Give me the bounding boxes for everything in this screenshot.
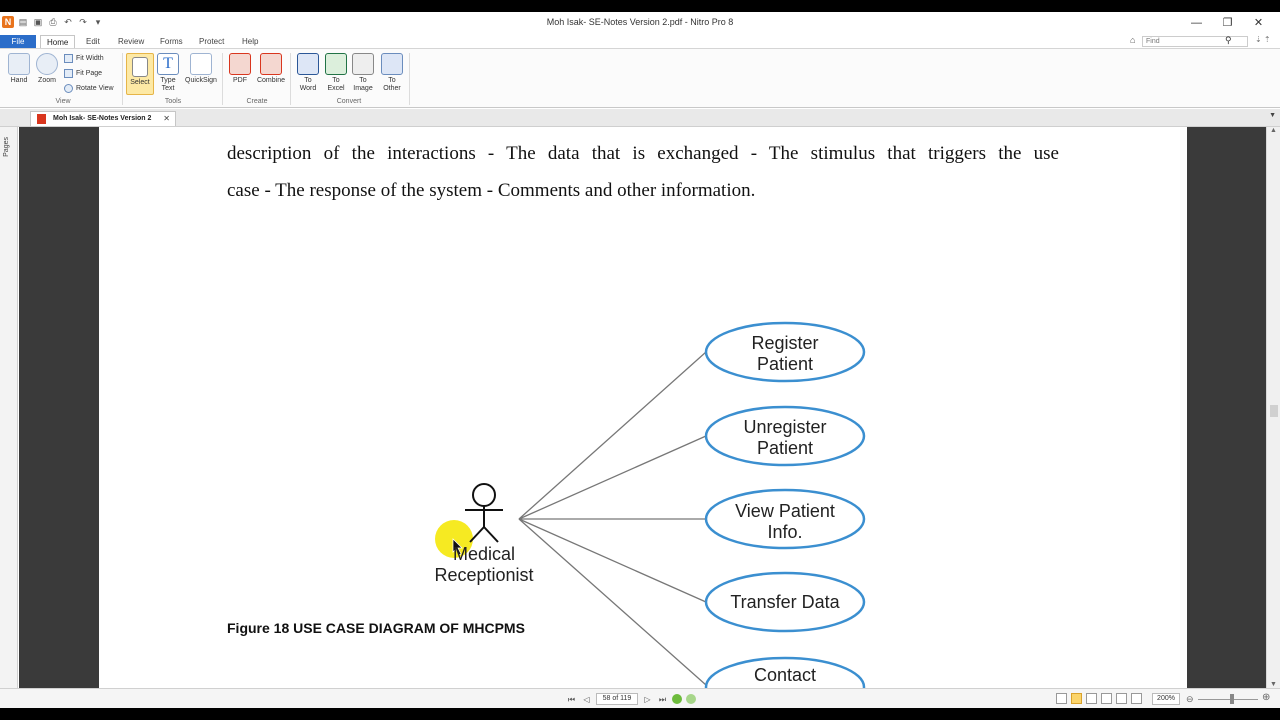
- body-text-line-2: case - The response of the system - Comments and other information.: [227, 180, 756, 201]
- type-text-icon: T: [157, 53, 179, 75]
- to-word-label: To Word: [299, 77, 317, 92]
- association-line: [519, 519, 706, 685]
- hand-button[interactable]: [8, 53, 30, 85]
- nitro-pro-window: [0, 12, 1280, 708]
- save-icon[interactable]: ▣: [33, 17, 43, 27]
- zoom-button[interactable]: [35, 53, 59, 85]
- tab-home[interactable]: Home: [40, 35, 75, 48]
- document-viewport[interactable]: [19, 127, 1266, 688]
- use-case-diagram: [99, 127, 1187, 688]
- zoom-in-icon[interactable]: ⊕: [1262, 692, 1271, 703]
- fit-view-icon[interactable]: [1116, 693, 1127, 704]
- minimize-icon[interactable]: —: [1191, 17, 1202, 29]
- association-line: [519, 352, 706, 519]
- last-page-icon[interactable]: ⏭: [658, 694, 667, 704]
- cursor-arrow-icon: [132, 57, 148, 77]
- fit-page-icon: [64, 69, 73, 78]
- tab-review[interactable]: Review: [118, 37, 145, 46]
- find-nav-arrows-icon[interactable]: ⇣ ⇡: [1255, 35, 1271, 44]
- to-image-button[interactable]: [351, 53, 375, 93]
- image-icon: [352, 53, 374, 75]
- document-tab-bar: [0, 109, 1280, 127]
- use-case-label: Transfer Data: [730, 592, 840, 612]
- page-layout-buttons: [1056, 693, 1142, 704]
- rotate-icon: [64, 84, 73, 93]
- zoom-icon: [36, 53, 58, 75]
- back-view-icon[interactable]: [672, 694, 682, 704]
- rotate-view-label: Rotate View: [76, 85, 114, 92]
- combine-icon: [260, 53, 282, 75]
- scroll-down-icon[interactable]: ▼: [1270, 681, 1277, 688]
- search-icon[interactable]: ⚲: [1225, 35, 1232, 45]
- continuous-view-icon[interactable]: [1071, 693, 1082, 704]
- use-case-contact-patient: [706, 658, 864, 688]
- combine-button[interactable]: [255, 53, 287, 85]
- facing-continuous-view-icon[interactable]: [1101, 693, 1112, 704]
- redo-icon[interactable]: ↷: [79, 17, 87, 27]
- first-page-icon[interactable]: ⏮: [567, 694, 576, 704]
- scroll-up-icon[interactable]: ▲: [1270, 127, 1277, 134]
- group-view-label: View: [55, 98, 71, 105]
- previous-page-icon[interactable]: ◁: [583, 694, 590, 704]
- pages-panel[interactable]: [0, 127, 18, 688]
- select-label: Select: [130, 79, 150, 86]
- pdf-file-icon: [37, 114, 46, 124]
- group-convert-label: Convert: [336, 98, 362, 105]
- use-case-label: Register: [751, 333, 819, 353]
- association-line: [519, 519, 706, 602]
- pdf-page: [99, 127, 1187, 688]
- fit-page-button[interactable]: [64, 69, 102, 78]
- association-line: [519, 436, 706, 519]
- use-case-transfer-data: [706, 573, 864, 631]
- use-case-unregister-patient: [706, 407, 864, 465]
- facing-view-icon[interactable]: [1086, 693, 1097, 704]
- select-button[interactable]: [126, 53, 154, 95]
- page-navigation: [566, 693, 696, 705]
- word-icon: [297, 53, 319, 75]
- print-icon[interactable]: ⎙: [49, 17, 57, 27]
- open-icon[interactable]: ▤: [18, 17, 28, 27]
- combine-label: Combine: [256, 77, 285, 84]
- create-pdf-icon: [229, 53, 251, 75]
- body-text-line-1: description of the interactions - The data that is exchanged - The stimulus that triggers the use: [227, 143, 1059, 164]
- window-title: Moh Isak- SE-Notes Version 2.pdf - Nitro Pro 8: [546, 17, 734, 27]
- tab-file[interactable]: File: [0, 35, 36, 48]
- close-icon[interactable]: ✕: [1253, 17, 1264, 29]
- fit-width-icon: [64, 54, 73, 63]
- quicksign-button[interactable]: [183, 53, 219, 85]
- hand-icon: [8, 53, 30, 75]
- to-image-label: To Image: [353, 77, 373, 92]
- tab-edit[interactable]: Edit: [86, 37, 100, 46]
- use-case-label: View Patient: [735, 501, 835, 521]
- vertical-scrollbar[interactable]: [1266, 127, 1280, 688]
- separator: [290, 53, 291, 105]
- home-icon[interactable]: ⌂: [1130, 35, 1136, 45]
- pdf-label: PDF: [233, 77, 247, 84]
- rotate-view-button[interactable]: [64, 84, 114, 93]
- ribbon-tab-bar: [0, 34, 1280, 48]
- page-number-input[interactable]: 58 of 119: [596, 693, 638, 705]
- group-create-label: Create: [246, 98, 268, 105]
- group-tools-label: Tools: [164, 98, 182, 105]
- actor-label-line-2: Receptionist: [434, 565, 534, 585]
- use-case-label: Patient: [756, 438, 814, 458]
- title-bar: [0, 12, 1280, 34]
- document-tab-label: Moh Isak- SE-Notes Version 2: [53, 115, 152, 122]
- separator: [222, 53, 223, 105]
- status-bar: [0, 688, 1280, 708]
- to-other-label: To Other: [383, 77, 401, 92]
- use-case-label: Patient: [756, 354, 814, 374]
- pdf-button[interactable]: [228, 53, 252, 85]
- find-input[interactable]: Find: [1142, 36, 1248, 47]
- to-excel-label: To Excel: [327, 77, 345, 92]
- to-other-button[interactable]: [378, 53, 406, 93]
- zoom-slider-track[interactable]: [1198, 699, 1258, 700]
- fit-page-label: Fit Page: [76, 70, 103, 77]
- tab-help[interactable]: Help: [242, 37, 259, 46]
- type-text-label: Type Text: [160, 77, 176, 92]
- figure-caption: Figure 18 USE CASE DIAGRAM OF MHCPMS: [227, 620, 525, 636]
- undo-icon[interactable]: ↶: [64, 17, 72, 27]
- use-case-label: Info.: [767, 522, 803, 542]
- use-case-label: Unregister: [743, 417, 827, 437]
- ribbon: [0, 48, 1280, 108]
- fullscreen-view-icon[interactable]: [1131, 693, 1142, 704]
- to-excel-button[interactable]: [324, 53, 348, 93]
- scroll-thumb[interactable]: [1270, 405, 1278, 417]
- tab-list-dropdown-icon[interactable]: ▼: [1269, 112, 1276, 119]
- quicksign-label: QuickSign: [185, 77, 217, 84]
- use-case-label: Contact: [753, 665, 817, 685]
- hand-label: Hand: [10, 77, 28, 84]
- separator: [409, 53, 410, 105]
- to-word-button[interactable]: [296, 53, 320, 93]
- single-page-view-icon[interactable]: [1056, 693, 1067, 704]
- association-lines: [519, 352, 706, 685]
- nitro-logo-icon: N: [2, 16, 14, 28]
- customize-icon[interactable]: ▾: [95, 17, 101, 27]
- window-controls: [1181, 14, 1274, 32]
- fit-width-label: Fit Width: [76, 55, 104, 62]
- fit-width-button[interactable]: [64, 54, 104, 63]
- use-case-register-patient: [706, 323, 864, 381]
- close-tab-icon[interactable]: ✕: [163, 114, 170, 123]
- restore-icon[interactable]: ❐: [1222, 17, 1233, 29]
- tab-forms[interactable]: Forms: [160, 37, 183, 46]
- type-text-button[interactable]: [157, 53, 179, 93]
- tab-protect[interactable]: Protect: [199, 37, 225, 46]
- document-tab[interactable]: [30, 111, 176, 126]
- actor-label-line-1: Medical: [452, 544, 516, 564]
- signature-icon: [190, 53, 212, 75]
- zoom-slider-thumb[interactable]: [1230, 694, 1234, 704]
- pages-panel-label: Pages: [3, 137, 10, 157]
- separator: [122, 53, 123, 105]
- use-case-view-patient-info: [706, 490, 864, 548]
- excel-icon: [325, 53, 347, 75]
- other-format-icon: [381, 53, 403, 75]
- next-page-icon[interactable]: ▷: [644, 694, 651, 704]
- zoom-label: Zoom: [38, 77, 56, 84]
- forward-view-icon[interactable]: [686, 694, 696, 704]
- zoom-level-box[interactable]: 200%: [1152, 693, 1180, 705]
- zoom-out-icon[interactable]: ⊖: [1186, 694, 1194, 704]
